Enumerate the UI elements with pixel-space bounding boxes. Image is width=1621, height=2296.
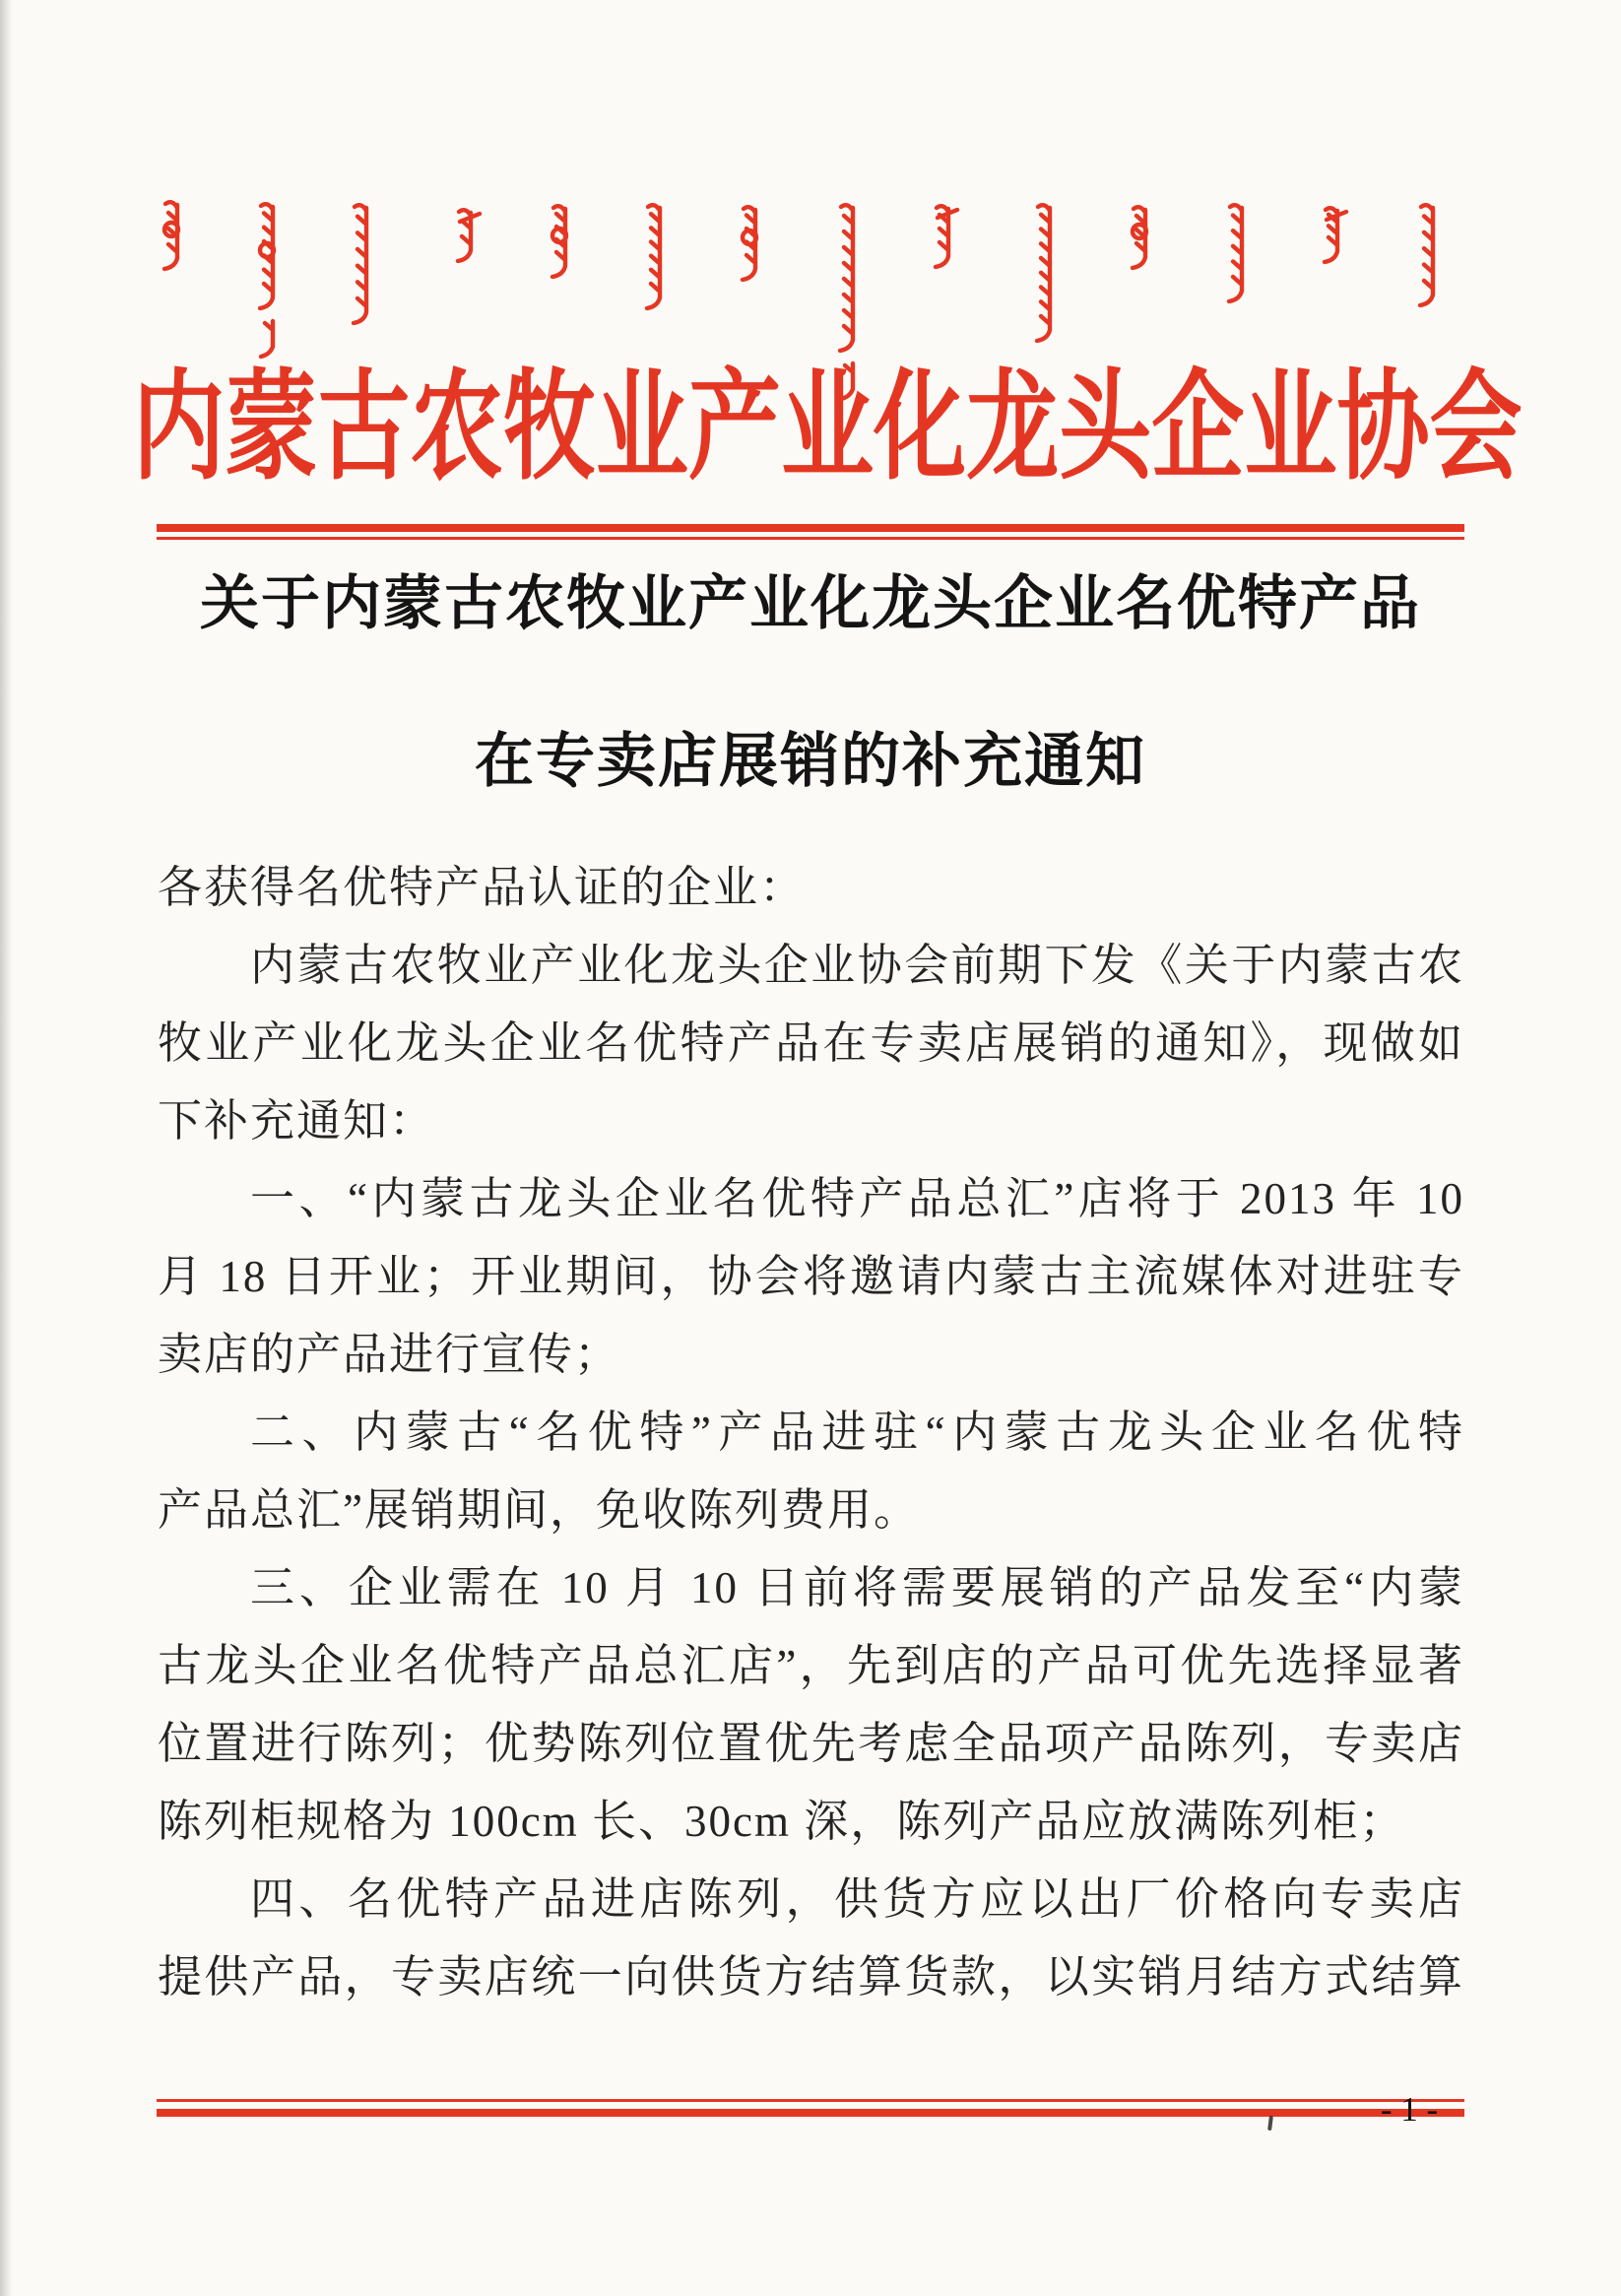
body-line-item2: 二、内蒙古“名优特”产品进驻“内蒙古龙头企业名优特 [250, 1408, 1464, 1457]
body-line: 月 18 日开业；开业期间，协会将邀请内蒙古主流媒体对进驻专 [158, 1252, 1464, 1301]
body-line-item1: 一、“内蒙古龙头企业名优特产品总汇”店将于 2013 年 10 [250, 1174, 1464, 1223]
body-line: 下补充通知： [158, 1096, 436, 1146]
footer-divider [157, 2099, 1464, 2117]
body-line-item3: 三、企业需在 10 月 10 日前将需要展销的产品发至“内蒙 [250, 1563, 1464, 1612]
doc-title-line1: 关于内蒙古农牧业产业化龙头企业名优特产品 [200, 571, 1421, 636]
body-line: 内蒙古农牧业产业化龙头企业协会前期下发《关于内蒙古农 [250, 941, 1464, 990]
header-divider-thin-line [157, 537, 1464, 540]
body-line: 卖店的产品进行宣传； [158, 1330, 621, 1379]
footer-divider-thick-line [157, 2109, 1464, 2117]
page-number: - 1 - [1380, 2090, 1439, 2129]
body-line: 提供产品，专卖店统一向供货方结算货款，以实销月结方式结算 [158, 1952, 1464, 2001]
footer-divider-thin-line [157, 2099, 1464, 2102]
body-line: 产品总汇”展销期间，免收陈列费用。 [158, 1485, 920, 1535]
document-body [158, 849, 1464, 2016]
org-name-text: 内蒙古农牧业产业化龙头企业协会 [132, 362, 1523, 494]
scan-artifact [1267, 2116, 1273, 2131]
header-divider-thick-line [157, 524, 1464, 532]
body-line-item4: 四、名优特产品进店陈列，供货方应以出厂价格向专卖店 [250, 1874, 1464, 1924]
org-name-masthead [0, 362, 1621, 494]
body-line: 古龙头企业名优特产品总汇店”，先到店的产品可优先选择显著 [158, 1641, 1464, 1690]
body-line: 牧业产业化龙头企业名优特产品在专卖店展销的通知》，现做如 [158, 1018, 1464, 1068]
header-divider [157, 524, 1464, 540]
doc-title-line2: 在专卖店展销的补充通知 [475, 729, 1146, 794]
mongolian-script-banner [0, 0, 1621, 414]
body-line: 位置进行陈列；优势陈列位置优先考虑全品项产品陈列，专卖店 [158, 1719, 1464, 1768]
body-line: 陈列柜规格为 100cm 长、30cm 深，陈列产品应放满陈列柜； [158, 1797, 1406, 1846]
salutation-line: 各获得名优特产品认证的企业： [158, 863, 807, 912]
